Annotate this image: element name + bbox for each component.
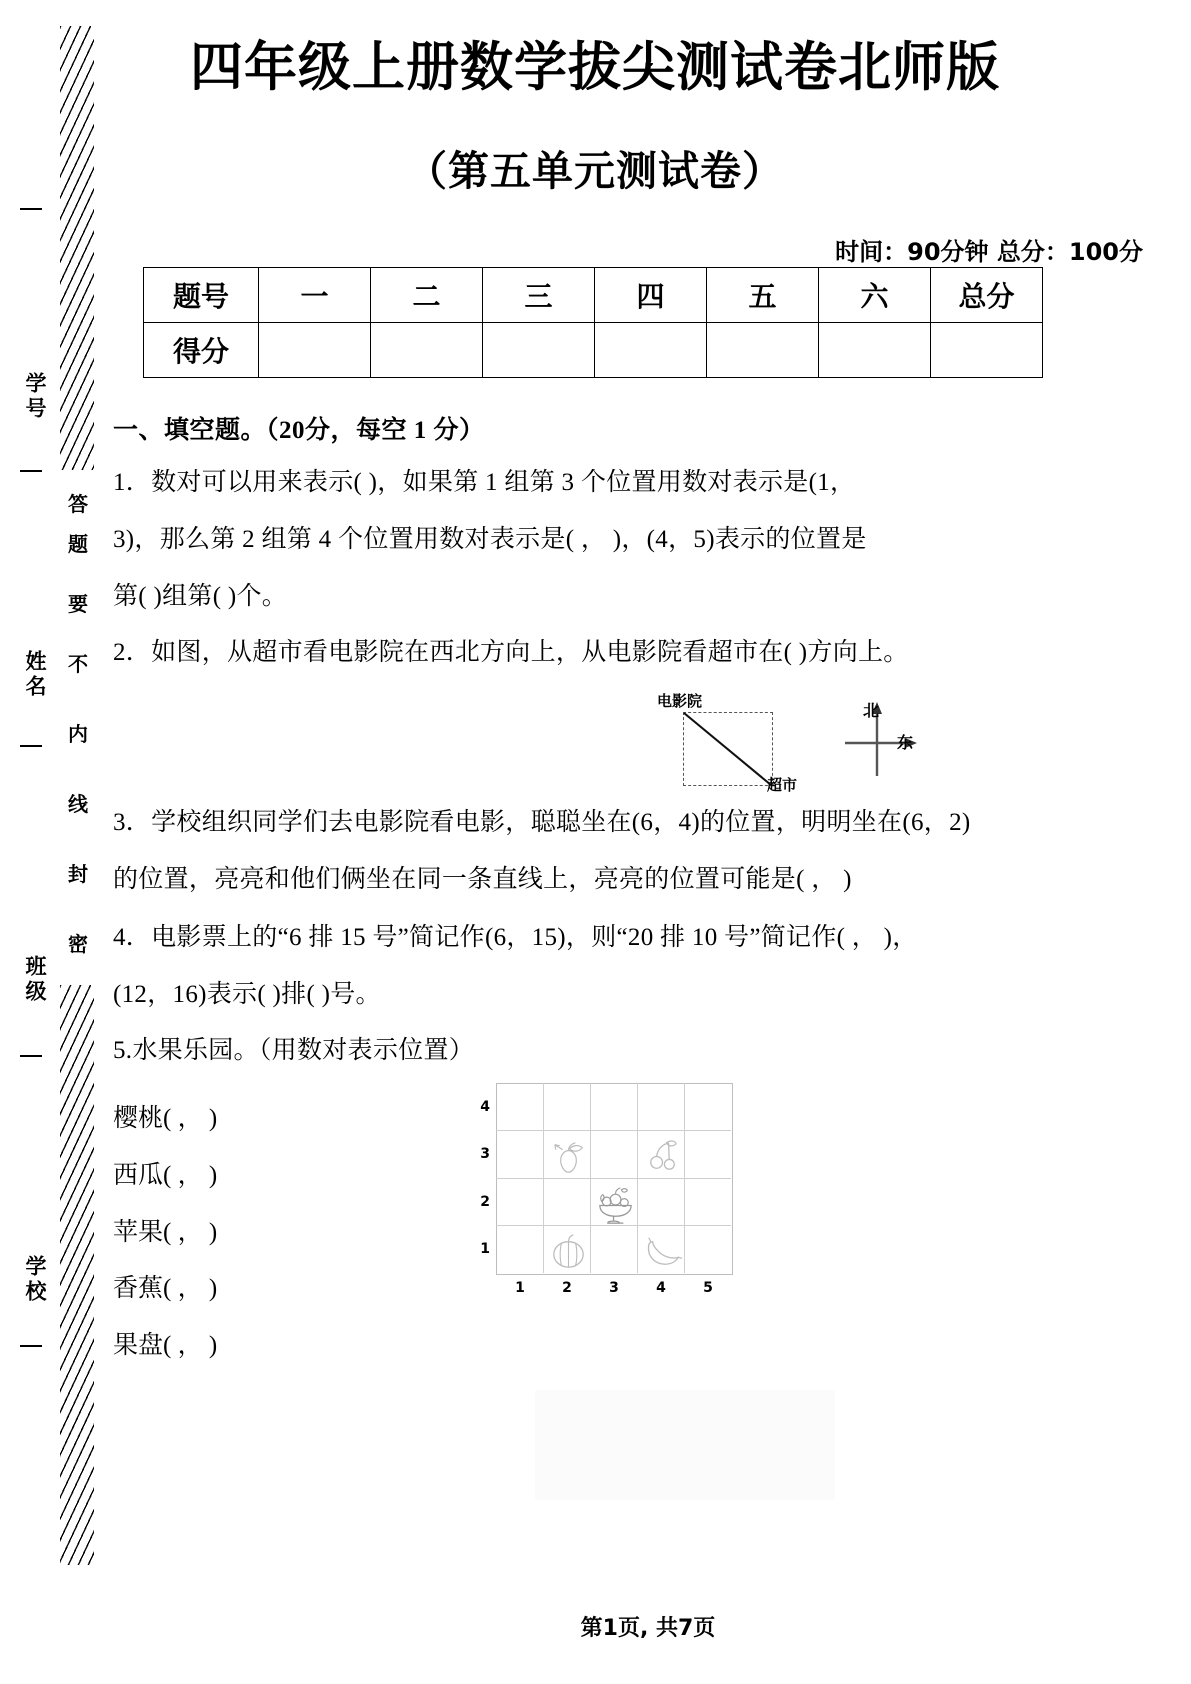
left-seal-margin <box>0 0 105 1684</box>
score-cell-total[interactable] <box>931 323 1043 378</box>
score-col-2: 二 <box>371 268 483 323</box>
question-3-line-2: 的位置，亮亮和他们俩坐在同一条直线上，亮亮的位置可能是( ， ) <box>113 866 852 893</box>
score-cell-4[interactable] <box>595 323 707 378</box>
north-label: 北 <box>863 703 880 720</box>
y-tick-1: 1 <box>480 1241 490 1257</box>
watermelon-icon <box>545 1227 592 1274</box>
seal-char-7: 密 <box>68 934 88 956</box>
seal-char-5: 线 <box>68 794 88 816</box>
margin-label-class: 班级 <box>23 955 47 1005</box>
seal-hatch-1 <box>60 26 94 470</box>
score-col-1: 一 <box>259 268 371 323</box>
write-line-5 <box>20 1345 42 1347</box>
question-4-line-2: (12，16)表示( )排( )号。 <box>113 981 381 1008</box>
fruit-grid-box <box>496 1083 733 1275</box>
seal-char-2: 要 <box>68 594 88 616</box>
score-table-header-row <box>144 268 1043 323</box>
fruit-bowl-icon <box>592 1180 639 1227</box>
score-col-6: 六 <box>819 268 931 323</box>
question-4-line-1: 4．电影票上的“6 排 15 号”简记作(6，15)，则“20 排 10 号”简记作( ， )， <box>113 924 918 951</box>
exam-meta: 时间：90分钟 总分：100分 <box>835 238 1143 266</box>
fruit-blank-fruit-plate[interactable]: 果盘( ， ) <box>113 1332 218 1359</box>
write-line-3 <box>20 745 42 747</box>
grid-line-h1 <box>496 1130 731 1131</box>
question-5-line-1: 5.水果乐园。（用数对表示位置） <box>113 1037 475 1064</box>
score-table-value-row <box>144 323 1043 378</box>
x-tick-2: 2 <box>562 1280 572 1296</box>
write-line-1 <box>20 208 42 210</box>
x-tick-1: 1 <box>515 1280 525 1296</box>
apple-icon <box>545 1133 592 1180</box>
question-3-line-1: 3．学校组织同学们去电影院看电影，聪聪坐在(6，4)的位置，明明坐在(6，2) <box>113 809 971 836</box>
seal-char-6: 封 <box>68 864 88 886</box>
margin-label-school: 学校 <box>23 1255 47 1305</box>
page-watermark-area <box>535 1390 835 1500</box>
margin-label-student-id: 学号 <box>23 372 47 422</box>
page-subtitle: （第五单元测试卷） <box>406 147 784 195</box>
x-tick-3: 3 <box>609 1280 619 1296</box>
seal-char-4: 内 <box>68 724 88 746</box>
direction-figure <box>545 690 914 805</box>
score-cell-1[interactable] <box>259 323 371 378</box>
x-tick-4: 4 <box>656 1280 666 1296</box>
compass-icon <box>835 698 931 784</box>
page-footer: 第1页, 共7页 <box>580 1616 716 1641</box>
banana-icon <box>639 1227 686 1274</box>
fruit-blank-banana[interactable]: 香蕉( ， ) <box>113 1275 218 1302</box>
score-col-5: 五 <box>707 268 819 323</box>
east-label: 东 <box>897 735 914 752</box>
question-2-line-1: 2．如图，从超市看电影院在西北方向上，从电影院看超市在( )方向上。 <box>113 639 909 666</box>
margin-label-column <box>8 0 52 1684</box>
score-row-label-score: 得分 <box>144 323 259 378</box>
x-tick-5: 5 <box>703 1280 713 1296</box>
fruit-blank-watermelon[interactable]: 西瓜( ， ) <box>113 1162 218 1189</box>
seal-char-0: 答 <box>68 494 88 516</box>
margin-label-name: 姓名 <box>23 650 47 700</box>
cherry-icon <box>639 1133 686 1180</box>
seal-char-3: 不 <box>68 654 88 676</box>
page-body <box>105 0 1191 1684</box>
page-title: 四年级上册数学拔尖测试卷北师版 <box>190 37 1000 98</box>
write-line-4 <box>20 1055 42 1057</box>
fruit-blank-apple[interactable]: 苹果( ， ) <box>113 1219 218 1246</box>
seal-hatch-2 <box>60 985 94 1565</box>
score-cell-5[interactable] <box>707 323 819 378</box>
score-cell-3[interactable] <box>483 323 595 378</box>
score-col-total: 总分 <box>931 268 1043 323</box>
score-col-4: 四 <box>595 268 707 323</box>
score-cell-2[interactable] <box>371 323 483 378</box>
seal-char-1: 题 <box>68 534 88 556</box>
grid-line-h2 <box>496 1178 731 1179</box>
question-1-line-3: 第( )组第( )个。 <box>113 583 288 610</box>
section-one-heading: 一、填空题。（20分，每空 1 分） <box>113 417 485 444</box>
fruit-blank-cherry[interactable]: 樱桃( ， ) <box>113 1105 218 1132</box>
score-col-3: 三 <box>483 268 595 323</box>
question-1-line-2: 3)，那么第 2 组第 4 个位置用数对表示是( ， )，(4，5)表示的位置是 <box>113 526 867 553</box>
score-row-label-question: 题号 <box>144 268 259 323</box>
fruit-grid-figure <box>460 1075 760 1335</box>
cinema-label: 电影院 <box>657 694 703 710</box>
seal-line-column <box>60 0 94 1684</box>
y-tick-3: 3 <box>480 1146 490 1162</box>
y-tick-4: 4 <box>480 1099 490 1115</box>
score-table <box>143 267 1043 378</box>
question-1-line-1: 1．数对可以用来表示( )，如果第 1 组第 3 个位置用数对表示是(1， <box>113 469 856 496</box>
y-tick-2: 2 <box>480 1194 490 1210</box>
score-cell-6[interactable] <box>819 323 931 378</box>
write-line-2 <box>20 470 42 472</box>
market-label: 超市 <box>767 778 798 794</box>
